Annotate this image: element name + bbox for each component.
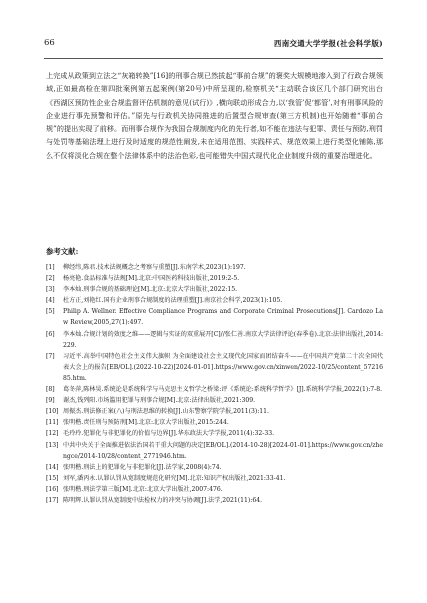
reference-item	[46, 484, 383, 495]
reference-text: 毛玲玲.犯罪化与非犯罪化的价值与边界[J].华东政法大学学报,2011(4):32-33.	[63, 430, 275, 438]
reference-item	[46, 384, 383, 395]
reference-item	[46, 428, 383, 439]
page-number: 66	[44, 38, 55, 48]
reference-number: [12]	[46, 430, 59, 438]
journal-title: 西南交通大学学报(社会科学版)	[273, 39, 383, 48]
reference-number: [14]	[46, 463, 59, 471]
reference-number: [15]	[46, 474, 59, 482]
reference-item	[46, 417, 383, 428]
reference-number: [7]	[46, 352, 55, 360]
reference-item	[46, 351, 383, 384]
reference-item	[46, 306, 383, 328]
reference-number: [6]	[46, 330, 55, 338]
reference-number: [8]	[46, 386, 55, 394]
reference-number: [3]	[46, 286, 55, 294]
reference-text: 张明楷.刑法上的犯罪化与非犯罪化[J].法学家,2008(4):74.	[63, 463, 222, 471]
reference-text: 杜方正,刘艳红.国有企业刑事合规制度的法理重塑[J].南京社会科学,2023(1):105.	[63, 297, 283, 305]
reference-text: 张明楷.刑法学第三版[M].北京:北京大学出版社,2007:476.	[63, 485, 223, 493]
reference-number: [10]	[46, 408, 59, 416]
reference-item	[46, 406, 383, 417]
references-list	[46, 262, 383, 506]
reference-text: 中共中央关于全面推进依法治国若干重大问题的决定[EB/OL].(2014-10-28)[2024-01-01].https://www.gov.cn/zhengce/2014-10/28/content_2771946.htm.	[63, 441, 383, 460]
reference-text: 谢杰,钱列阳.市场滥用犯罪与刑事合规[M].北京:法律出版社,2021:309.	[63, 397, 256, 405]
reference-item	[46, 440, 383, 462]
reference-text: 陈明辉.认罪认罚从宽制度中法检权力的冲突与协调[J].法学,2021(11):64.	[63, 496, 263, 504]
reference-item	[46, 462, 383, 473]
reference-item	[46, 473, 383, 484]
reference-number: [2]	[46, 275, 55, 283]
reference-item	[46, 262, 383, 273]
reference-text: 李本灿.合规计划的效度之维——逻辑与实证的双重展开[C]//张仁善.南京大学法律评论(春季卷).北京:法律出版社,2014:229.	[63, 330, 383, 349]
body-paragraph: 上完成从政策到立法之“灰箱转换”[16]的刑事合规已然拔起“事前合规”的褒奖大规模地渗入到了行政合规领域,正如最高检在第四批案例第五起案例(第20号)中所呈现的,检察机关“主动联合该区几个部门研究出台《西湖区预防性企业合规监督评估机制的意见(试行)》,横向联动形成合力,以‘我管’促‘都管’,对有刑事风险的企业进行事先预警和评估。”原先与行政机关协同推进的后置型合规审查(第三方机制)也开始随着“事前合规”的提出实现了前移。而刑事合规作为我国合规制度内化的先行者,如不能在违法与犯罪、责任与预防,刑罚与处罚等基础法理上进行及时适度的规范性阐发,未在适用范围、实践样式、规范效果上进行类型化铺陈,那么不仅将淡化合规在整个法律体系中的法治色彩,也可能错失中国式现代化企业制度升级的重要治理进化。	[46, 71, 383, 160]
reference-number: [1]	[46, 264, 55, 271]
reference-text: 李本灿.刑事合规的基础理论[M].北京:北京大学出版社,2022:15.	[63, 286, 238, 294]
reference-text: Philip A. Wellner. Effective Compliance Programs and Corporate Criminal Prosecutions[J]. Cardozo Law Review,2005,27(1):497.	[63, 308, 383, 327]
reference-number: [4]	[46, 297, 55, 305]
page-header	[44, 38, 383, 54]
reference-number: [9]	[46, 397, 55, 405]
reference-number: [16]	[46, 485, 59, 493]
references-heading: 参考文献:	[46, 247, 79, 256]
reference-text: 柳经纬,陈君.技术法规概念之考察与重塑[J].东南学术,2023(1):197.	[63, 264, 246, 271]
header-divider	[44, 58, 383, 59]
reference-number: [5]	[46, 308, 55, 316]
reference-text: 习近平.高举中国特色社会主义伟大旗帜 为全面建设社会主义现代化国家而团结奋斗——在中国共产党第二十次全国代表大会上的报告[EB/OL].(2022-10-22)[2024-01-01].https://www.gov.cn/xinwen/2022-10/25/content_5721685.htm.	[63, 352, 383, 382]
reference-number: [13]	[46, 441, 59, 449]
reference-number: [11]	[46, 419, 59, 427]
reference-item	[46, 295, 383, 306]
reference-number: [17]	[46, 496, 59, 504]
reference-item	[46, 329, 383, 351]
reference-item	[46, 495, 383, 506]
reference-text: 周振杰.刑法修正案(八)与刑法思维的转换[J].山东警察学院学报,2011(3):11.	[63, 408, 269, 416]
reference-text: 杨亮艳.食品标准与法规[M].北京:中国医药科技出版社,2019:2-5.	[63, 275, 240, 283]
reference-text: 张明楷.责任刑与预防刑[M].北京:北京大学出版社,2015:244.	[63, 419, 229, 427]
reference-text: 刘军,潘丙永.认罪认罚从宽制度规范化研究[M].北京:知识产权出版社,2021:33-41.	[63, 474, 286, 482]
reference-item	[46, 273, 383, 284]
reference-text: 葛冬萍,陈林昊.系统论是系统科学与马克思主义哲学之桥梁:评《系统论:系统科学哲学》[J].系统科学学报,2022(1):7-8.	[63, 386, 383, 394]
reference-item	[46, 395, 383, 406]
reference-item	[46, 284, 383, 295]
